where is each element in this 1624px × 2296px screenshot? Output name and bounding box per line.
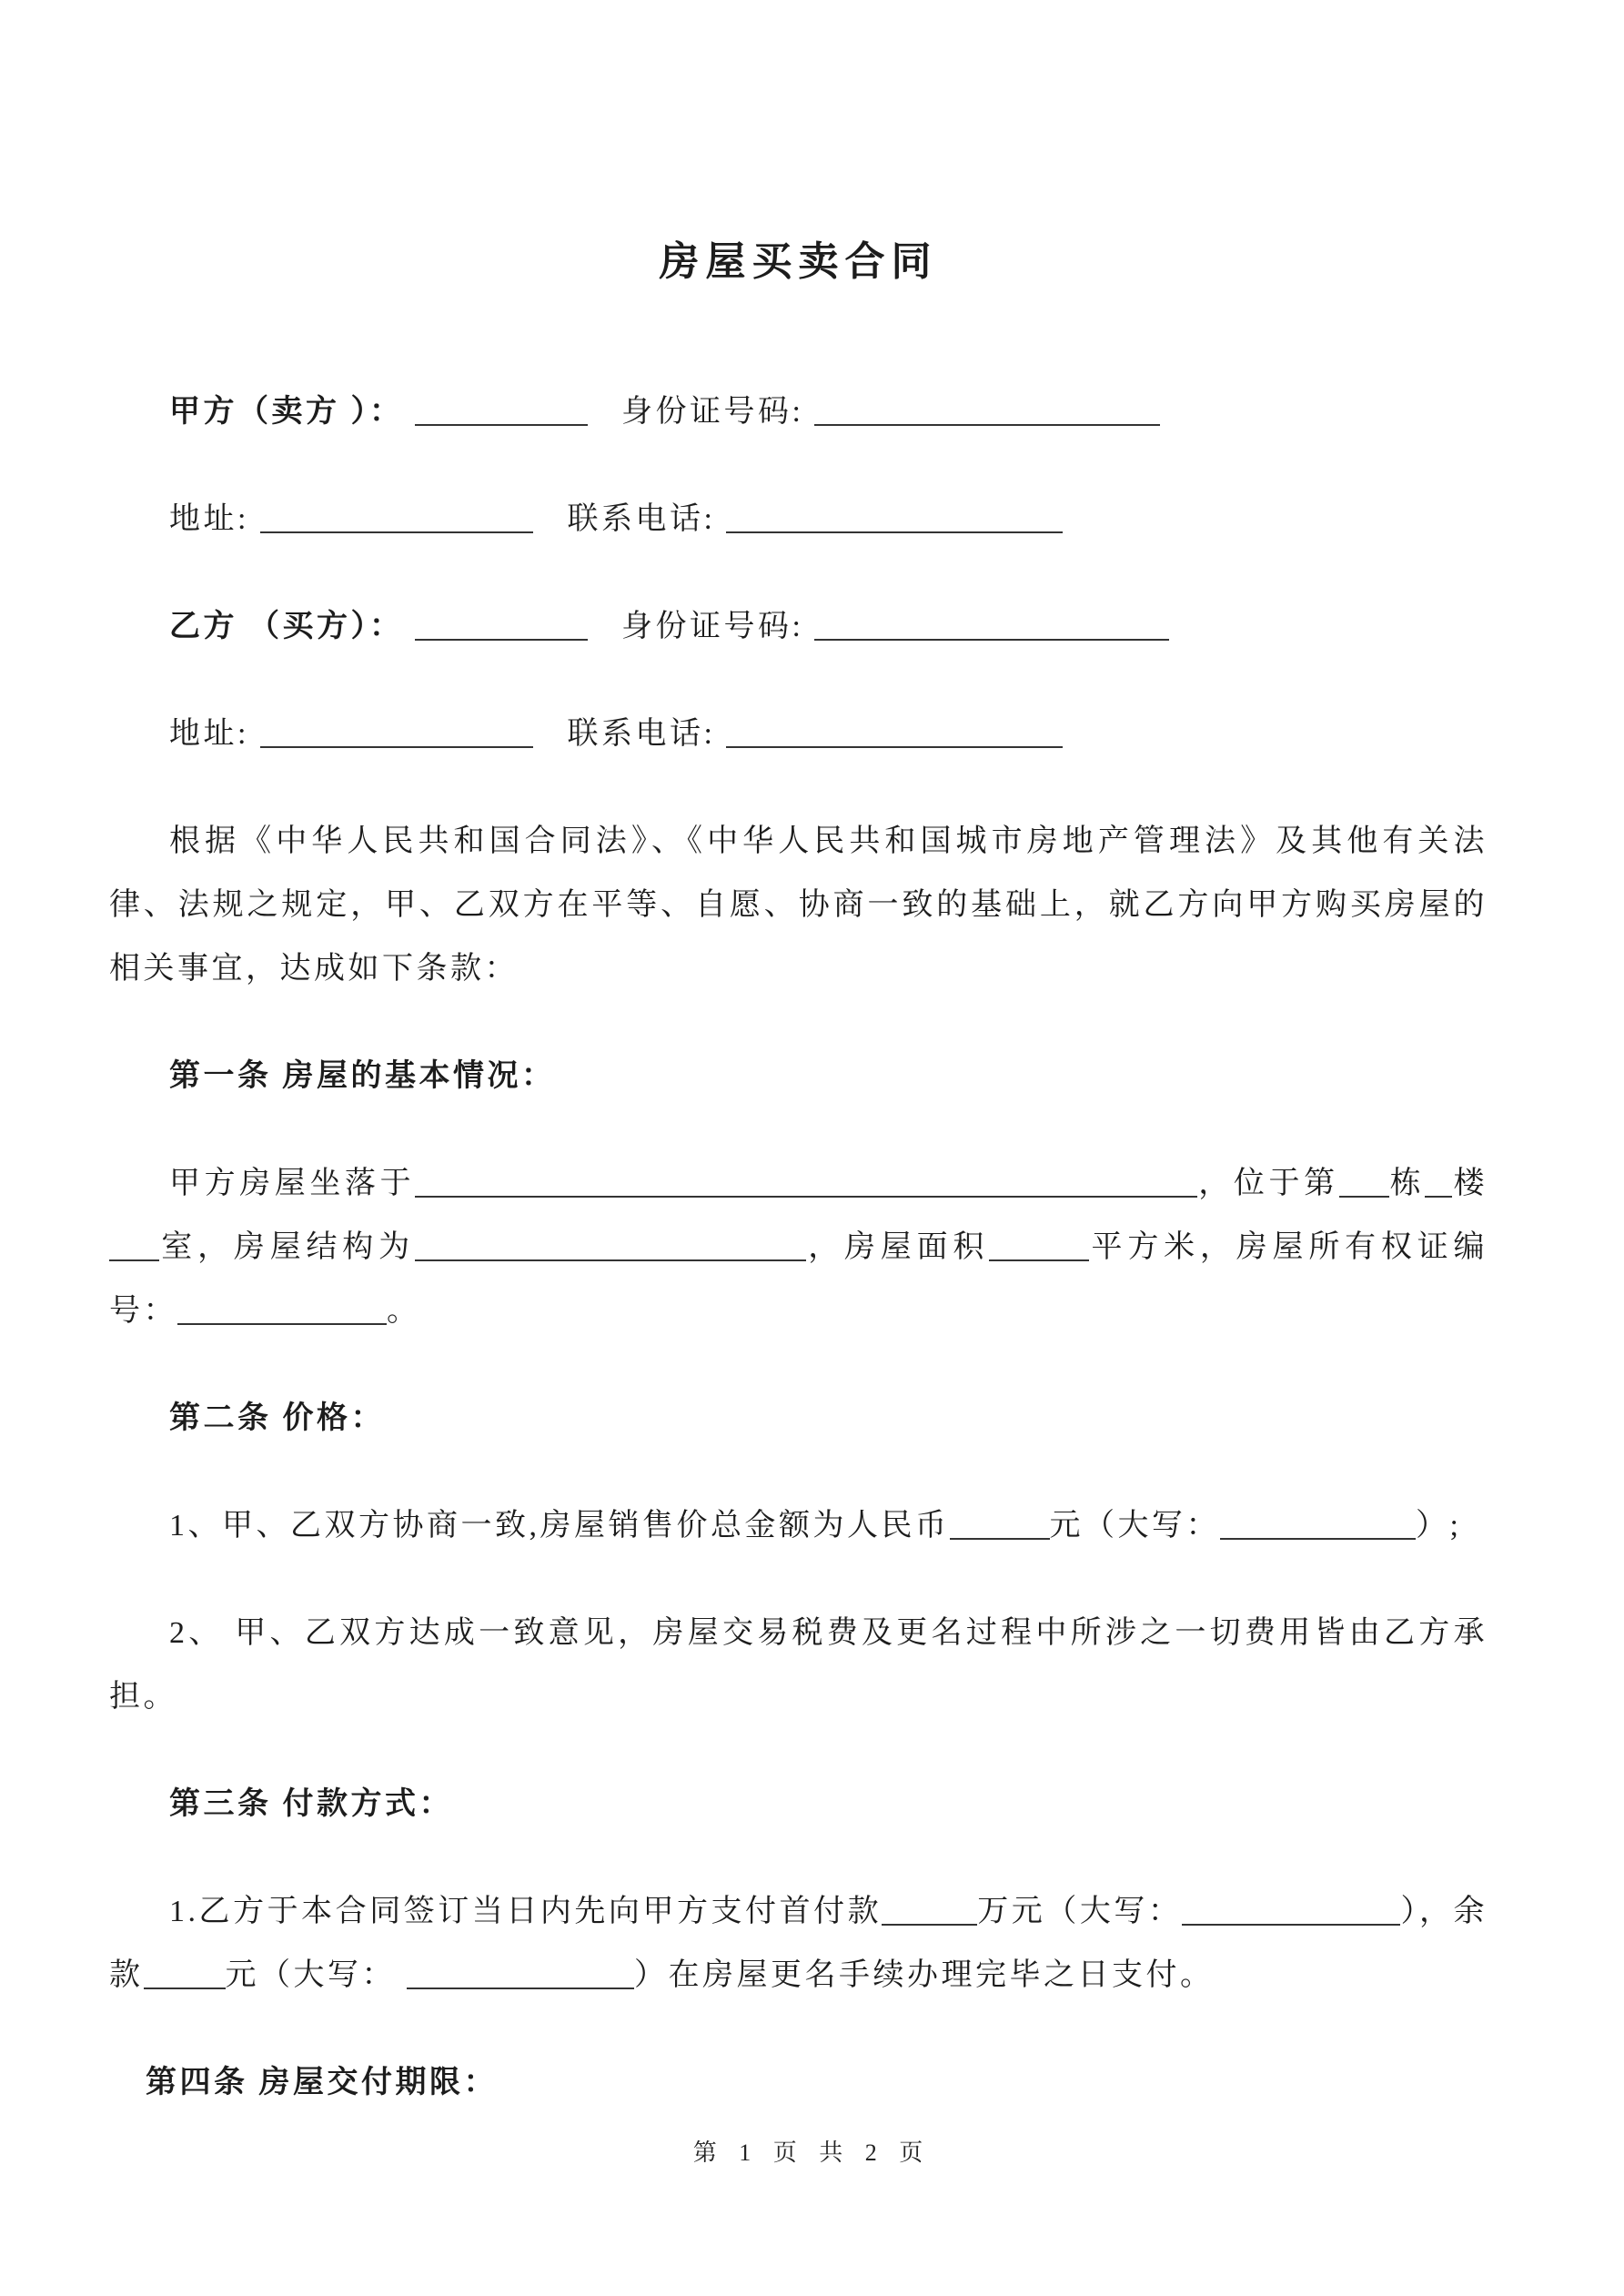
text-run: 2、 甲、乙双方达成一致意见，房屋交易税费及更名过程中所涉之一切费用皆由乙方承担。	[109, 1616, 1488, 1714]
blank-field	[726, 717, 1063, 748]
text-run: ，位于第	[1197, 1167, 1339, 1200]
blank-field	[1182, 1895, 1400, 1926]
blank-field	[415, 1230, 806, 1261]
blank-field	[407, 1958, 634, 1989]
preamble	[109, 810, 1488, 1001]
text-run: 第四条 房屋交付期限：	[146, 2066, 498, 2099]
text-run: 室，房屋结构为	[159, 1230, 415, 1264]
article-1-heading	[109, 1045, 1488, 1108]
text-run: 甲方（卖方 ）：	[169, 395, 415, 429]
text-run: 联系电话:	[532, 502, 727, 536]
text-run: 元（大写：	[1049, 1509, 1220, 1542]
text-run: 联系电话:	[532, 717, 727, 751]
text-run: ）在房屋更名手续办理完毕之日支付。	[634, 1958, 1215, 1992]
blank-field	[1220, 1509, 1416, 1540]
text-run: 第三条 付款方式：	[169, 1787, 453, 1821]
text-run: 地址:	[169, 717, 260, 751]
blank-field	[260, 717, 533, 748]
text-run: 身份证号码:	[587, 610, 815, 643]
blank-field	[950, 1509, 1050, 1540]
text-run: 1、甲、乙双方协商一致,房屋销售价总金额为人民币	[169, 1509, 950, 1542]
text-run: 乙方 （买方）：	[169, 610, 415, 643]
article-3-item-1	[109, 1880, 1488, 2008]
blank-field	[726, 502, 1063, 533]
party-b-row	[109, 595, 1488, 659]
party-a-address-row	[109, 488, 1488, 551]
party-b-address-row	[109, 703, 1488, 766]
text-run: 。	[387, 1294, 421, 1328]
blank-field	[1339, 1167, 1389, 1198]
text-run: 第一条 房屋的基本情况：	[169, 1059, 556, 1093]
text-run: ），余款	[109, 1895, 1488, 1992]
blank-field	[144, 1958, 226, 1989]
article-2-item-2	[109, 1602, 1488, 1729]
text-run: 第二条 价格：	[169, 1401, 385, 1435]
text-run: 根据《中华人民共和国合同法》、《中华人民共和国城市房地产管理法》及其他有关法律、法规之规定，甲、乙双方在平等、自愿、协商一致的基础上，就乙方向甲方购买房屋的相关事宜，达成如下条款：	[109, 824, 1488, 986]
blank-field	[882, 1895, 977, 1926]
text-run: 身份证号码:	[587, 395, 815, 429]
blank-field	[109, 1230, 159, 1261]
text-run: ）;	[1416, 1509, 1462, 1542]
text-run: 1.乙方于本合同签订当日内先向甲方支付首付款	[169, 1895, 883, 1928]
text-run: 万元（大写：	[977, 1895, 1183, 1928]
text-run: 栋	[1388, 1167, 1426, 1200]
page-title: 房屋买卖合同	[659, 239, 938, 284]
blank-field	[814, 610, 1169, 641]
blank-field	[177, 1294, 387, 1325]
document-body	[109, 380, 1488, 2115]
article-3-heading	[109, 1773, 1488, 1836]
text-run: 元（大写：	[225, 1958, 407, 1992]
text-run: ，房屋面积	[805, 1230, 990, 1264]
blank-field	[415, 395, 588, 426]
article-1-body	[109, 1152, 1488, 1343]
blank-field	[1425, 1167, 1452, 1198]
page-footer: 第 1 页 共 2 页	[692, 2139, 932, 2166]
blank-field	[814, 395, 1160, 426]
blank-field	[989, 1230, 1089, 1261]
blank-field	[260, 502, 533, 533]
article-2-heading	[109, 1387, 1488, 1451]
article-4-heading	[109, 2051, 1488, 2115]
text-run: 地址:	[169, 502, 260, 536]
blank-field	[415, 610, 588, 641]
text-run: 楼	[1452, 1167, 1488, 1200]
text-run: 甲方房屋坐落于	[169, 1167, 416, 1200]
party-a-row	[109, 380, 1488, 444]
blank-field	[415, 1167, 1197, 1198]
text-run: 平方米，房屋所有权证编号：	[109, 1230, 1488, 1328]
article-2-item-1	[109, 1494, 1488, 1558]
